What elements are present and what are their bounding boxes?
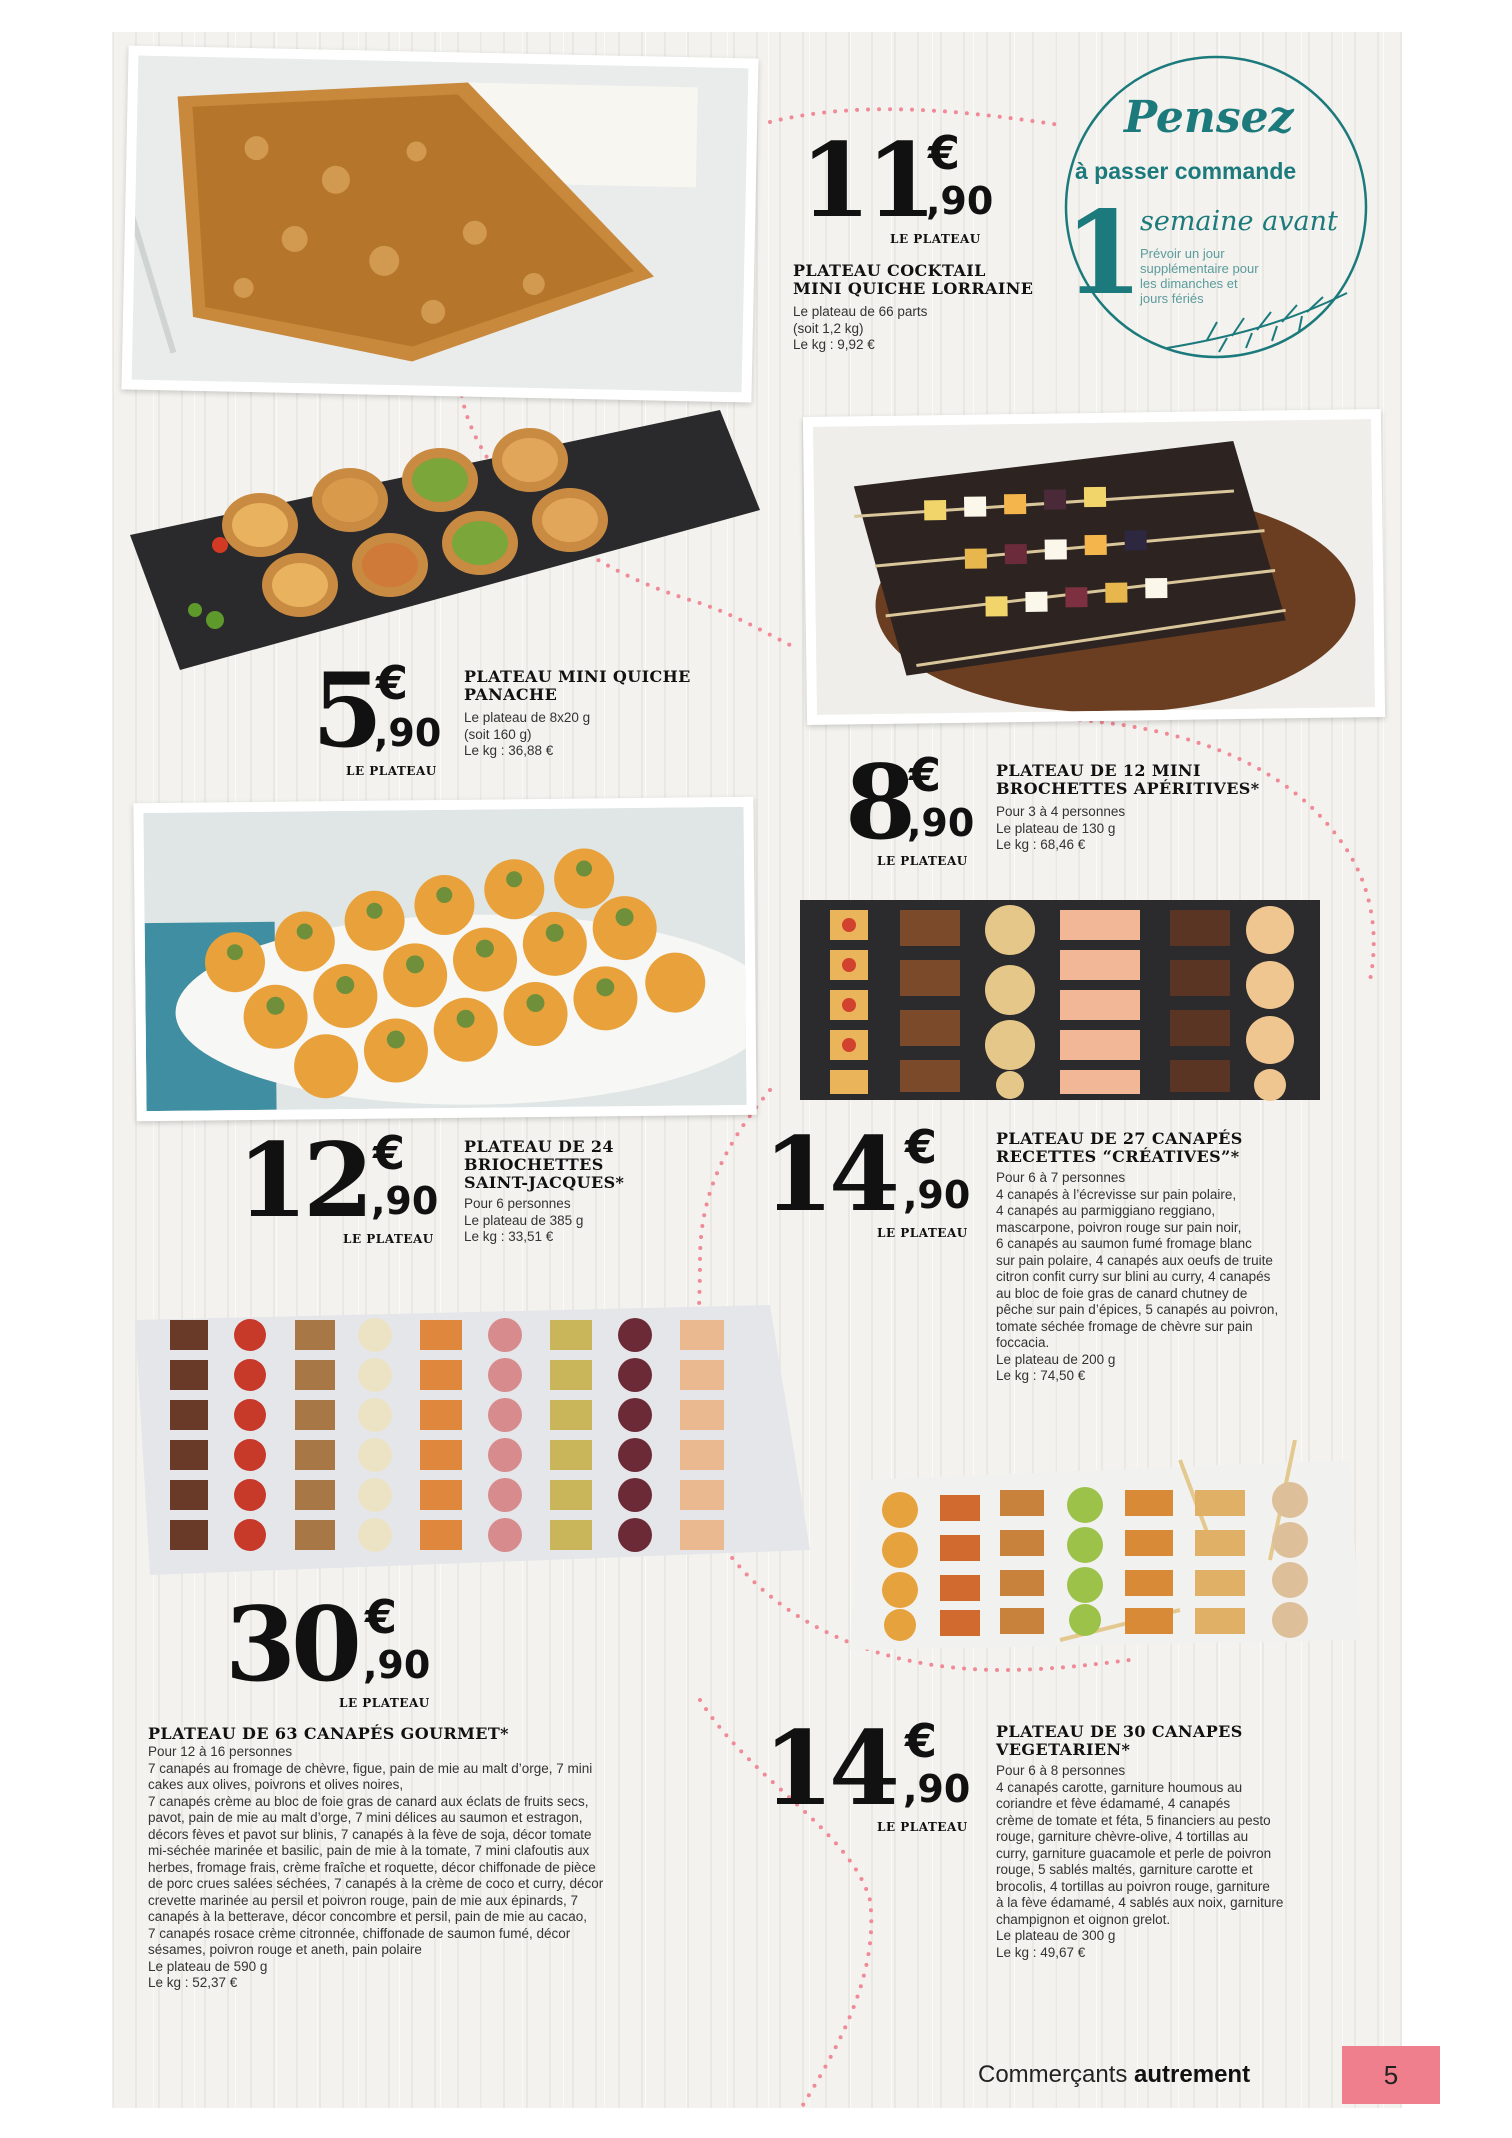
details-canapes-creatives: Pour 6 à 7 personnes 4 canapés à l’écrevisse sur pain polaire, 4 canapés au parmiggiano reggiano, mascarpone, poivron rouge sur pain noir, 6 canapés au saumon fumé fromage blanc sur pain polaire, 4 canapés aux oeufs de truite citron confit curry sur blini au curry, 4 canapés au bloc de foie gras de canard chutney de pêche sur pain d’épices, 5 canapés au poivron, tomate séchée fromage de chèvre sur pain foccacia. Le plateau de 200 g Le kg : 74,50 € bbox=[996, 1170, 1279, 1383]
price-brochettes: 8 € ,90 LE PLATEAU bbox=[845, 743, 975, 868]
title-brochettes: PLATEAU DE 12 MINI BROCHETTES APÉRITIVES* bbox=[996, 761, 1260, 798]
badge-number: 1 bbox=[1064, 186, 1144, 320]
brochettes-image bbox=[813, 419, 1375, 715]
price-mini-quiche: 5 € ,90 LE PLATEAU bbox=[312, 651, 442, 778]
title-canapes-vegetarien: PLATEAU DE 30 CANAPES VEGETARIEN* bbox=[996, 1722, 1243, 1759]
photo-canapes-vegetarien bbox=[850, 1440, 1370, 1670]
badge-note: Prévoir un jour supplémentaire pour les dimanches et jours fériés bbox=[1140, 246, 1259, 306]
price-briochettes: 12 € ,90 LE PLATEAU bbox=[237, 1121, 439, 1246]
photo-briochettes bbox=[133, 797, 756, 1121]
title-canapes-creatives: PLATEAU DE 27 CANAPÉS RECETTES “CRÉATIVES”* bbox=[996, 1129, 1243, 1166]
photo-quiche-lorraine bbox=[121, 45, 758, 402]
price-quiche-lorraine: 11 € ,90 LE PLATEAU bbox=[800, 121, 994, 246]
footer-brand: Commerçants autrement bbox=[978, 2061, 1251, 2088]
details-briochettes: Pour 6 personnes Le plateau de 385 g Le kg : 33,51 € bbox=[464, 1196, 584, 1244]
briochettes-image bbox=[143, 807, 746, 1111]
photo-brochettes bbox=[803, 409, 1385, 725]
title-quiche-lorraine: PLATEAU COCKTAIL MINI QUICHE LORRAINE bbox=[793, 261, 1034, 298]
badge-line2: semaine avant bbox=[1140, 206, 1338, 237]
details-brochettes: Pour 3 à 4 personnes Le plateau de 130 g Le kg : 68,46 € bbox=[996, 804, 1126, 852]
details-quiche-lorraine: Le plateau de 66 parts (soit 1,2 kg) Le kg : 9,92 € bbox=[793, 304, 928, 352]
price-canapes-creatives: 14 € ,90 LE PLATEAU bbox=[763, 1115, 971, 1240]
photo-canapes-creatives bbox=[790, 880, 1330, 1110]
title-canapes-gourmet: PLATEAU DE 63 CANAPÉS GOURMET* bbox=[148, 1724, 509, 1743]
title-briochettes: PLATEAU DE 24 BRIOCHETTES SAINT-JACQUES* bbox=[464, 1137, 625, 1192]
page-number: 5 bbox=[1342, 2046, 1440, 2104]
title-mini-quiche: PLATEAU MINI QUICHE PANACHE bbox=[464, 667, 691, 704]
quiche-image bbox=[132, 56, 749, 393]
badge-line1: à passer commande bbox=[1075, 158, 1297, 184]
price-canapes-gourmet: 30 € ,90 LE PLATEAU bbox=[225, 1585, 431, 1710]
badge-title: Pensez bbox=[1124, 92, 1294, 143]
price-canapes-vegetarien: 14 € ,90 LE PLATEAU bbox=[763, 1709, 971, 1834]
details-canapes-vegetarien: Pour 6 à 8 personnes 4 canapés carotte, garniture houmous au coriandre et fève édamamé, 4 canapés crème de tomate et féta, 5 financiers au pesto rouge, garniture chèvre-olive, 4 tortillas au curry, garniture guacamole et perle de poivron rouge, 5 sablés maltés, garniture carotte et brocolis, 4 tortillas au poivron rouge, garniture à la fève édamamé, 4 sablés aux noix, garniture champignon et oignon grelot. Le plateau de 300 g Le kg : 49,67 € bbox=[996, 1763, 1284, 1960]
photo-mini-quiche bbox=[120, 405, 770, 675]
photo-canapes-gourmet bbox=[130, 1290, 820, 1580]
details-mini-quiche: Le plateau de 8x20 g (soit 160 g) Le kg : 36,88 € bbox=[464, 710, 591, 758]
details-canapes-gourmet: Pour 12 à 16 personnes 7 canapés au fromage de chèvre, figue, pain de mie au malt d’orge, 7 mini cakes aux olives, poivrons et olives noires, 7 canapés crème au bloc de foie gras de canard aux éclats de fruits secs, pavot, pain de mie au malt d’orge, 7 mini délices au saumon et estragon, décors fèves et pavot sur blinis, 7 canapés à la fève de soja, décor tomate mi-séchée marinée et basilic, pain de mie à la tomate, 7 mini clafoutis aux herbes, fromage frais, crème fraîche et roquette, décor chiffonade de pièce de porc crues salées séchées, 7 canapés à la crème de coco et curry, décor crevette marinée au persil et poivron rouge, pain de mie aux épinards, 7 canapés à la betterave, décor concombre et persil, pain de mie au cacao, 7 canapés rosace crème citronnée, chiffonade de saumon fumé, décor sésames, poivron rouge et aneth, pain polaire Le plateau de 590 g Le kg : 52,37 € bbox=[148, 1744, 604, 1990]
